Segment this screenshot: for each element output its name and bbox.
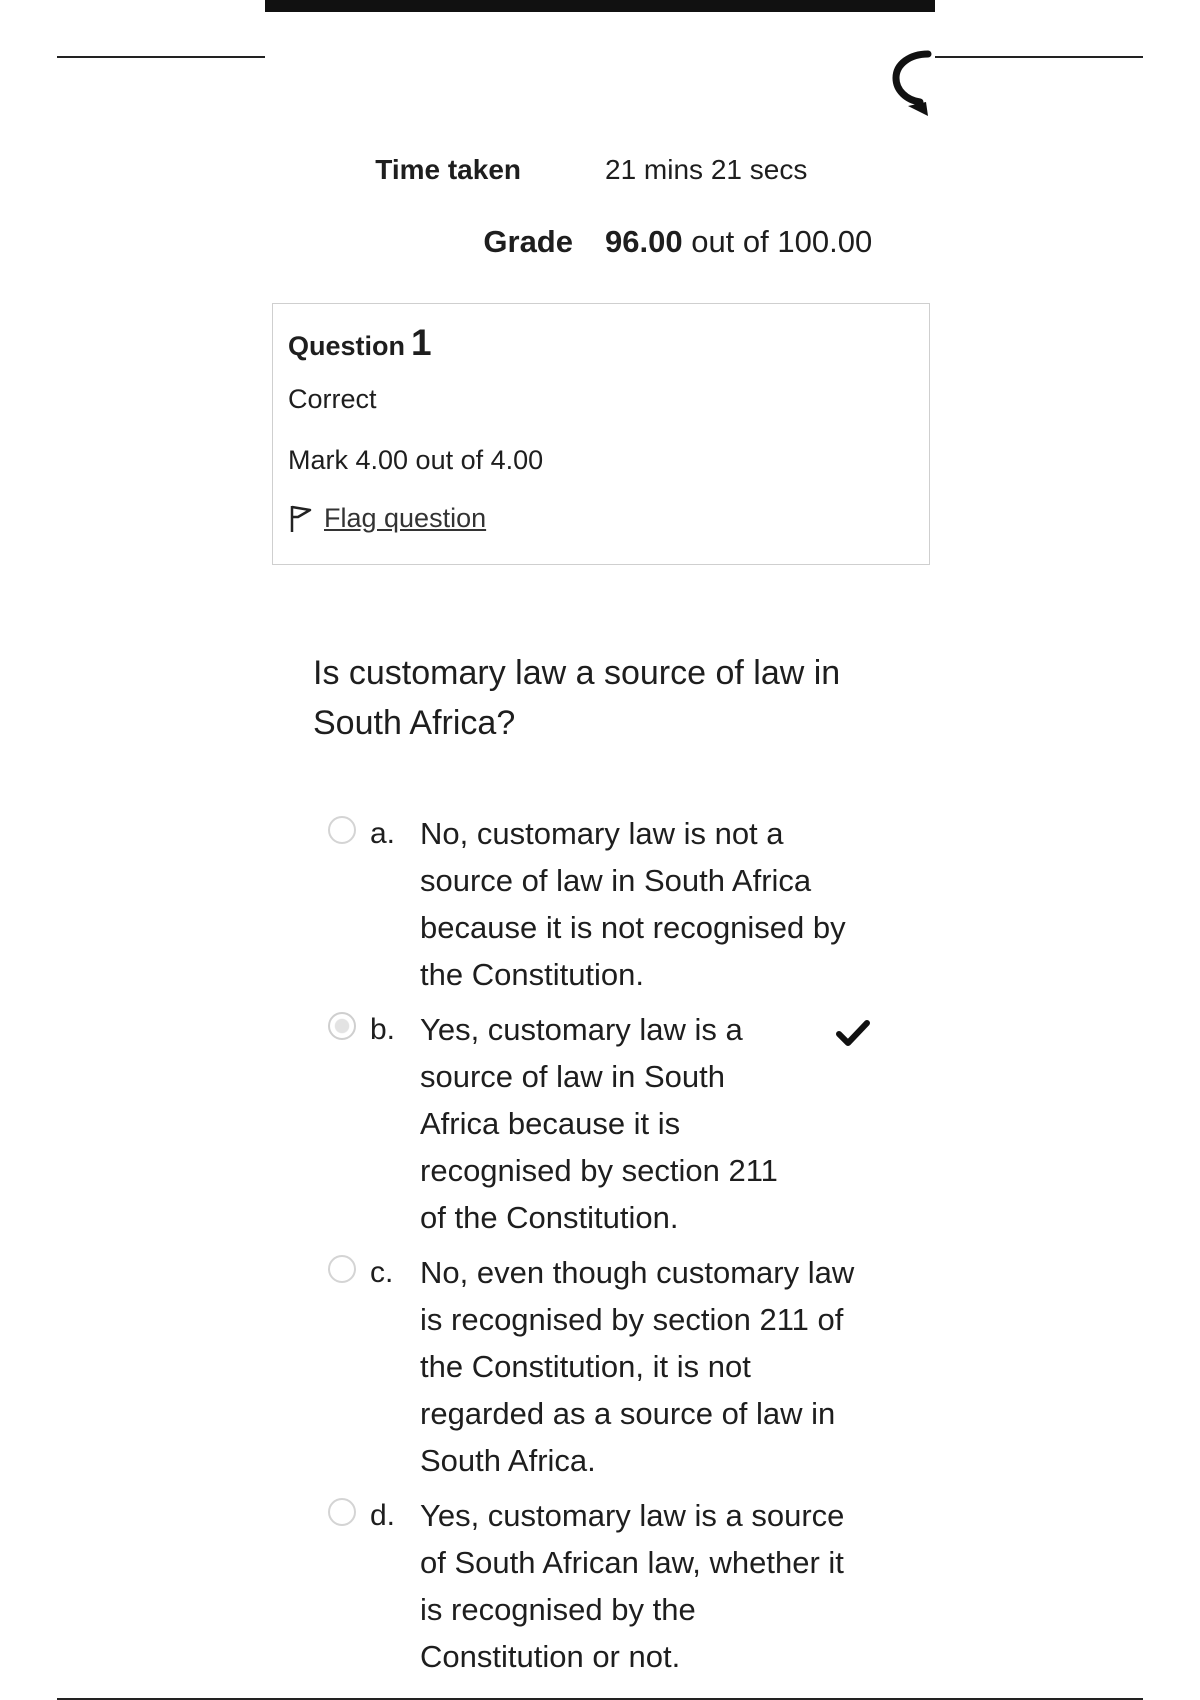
question-title-word: Question — [288, 331, 406, 361]
right-divider — [935, 56, 1143, 58]
question-title — [288, 322, 432, 364]
question-mark: Mark 4.00 out of 4.00 — [288, 445, 544, 475]
grade-row — [265, 224, 935, 268]
reload-icon[interactable] — [888, 48, 936, 128]
answer-list — [328, 810, 918, 1688]
answer-option-a[interactable] — [328, 810, 918, 998]
check-icon — [836, 1018, 870, 1048]
answer-option-b[interactable] — [328, 1006, 918, 1241]
top-scan-bar — [265, 0, 935, 12]
question-text: Is customary law a source of law in South Africa? — [313, 654, 841, 742]
answer-text-a: No, customary law is not a source of law in South Africa because it is not recognised by the Constitution. — [420, 816, 846, 992]
answer-text-d: Yes, customary law is a source of South African law, whether it is recognised by the Constitution or not. — [420, 1498, 845, 1674]
answer-radio-b[interactable] — [328, 1012, 356, 1040]
answer-text-b: Yes, customary law is a source of law in South Africa because it is recognised by section 211 of the Constitution. — [420, 1012, 778, 1235]
grade-label: Grade — [483, 224, 573, 259]
question-number: 1 — [411, 322, 432, 363]
answer-letter-d: d. — [370, 1499, 396, 1532]
flag-question-label[interactable]: Flag question — [324, 503, 487, 533]
answer-letter-c: c. — [370, 1256, 394, 1289]
time-taken-label: Time taken — [375, 154, 521, 185]
flag-question-link[interactable] — [288, 503, 486, 534]
answer-radio-c[interactable] — [328, 1255, 356, 1283]
answer-option-d[interactable] — [328, 1492, 918, 1680]
answer-radio-d[interactable] — [328, 1498, 356, 1526]
time-taken-value: 21 mins 21 secs — [605, 154, 808, 185]
left-divider — [57, 56, 265, 58]
flag-icon — [288, 504, 314, 534]
grade-value — [605, 224, 872, 260]
answer-option-c[interactable] — [328, 1249, 918, 1484]
question-state: Correct — [288, 384, 377, 414]
grade-score: 96.00 — [605, 224, 683, 259]
answer-text-c: No, even though customary law is recognised by section 211 of the Constitution, it is not regarded as a source of law in South Africa. — [420, 1255, 855, 1478]
answer-letter-a: a. — [370, 817, 396, 850]
grade-total: out of 100.00 — [691, 224, 873, 259]
answer-radio-a[interactable] — [328, 816, 356, 844]
answer-letter-b: b. — [370, 1013, 396, 1046]
time-taken-row — [265, 154, 935, 200]
question-info-box — [272, 303, 930, 565]
